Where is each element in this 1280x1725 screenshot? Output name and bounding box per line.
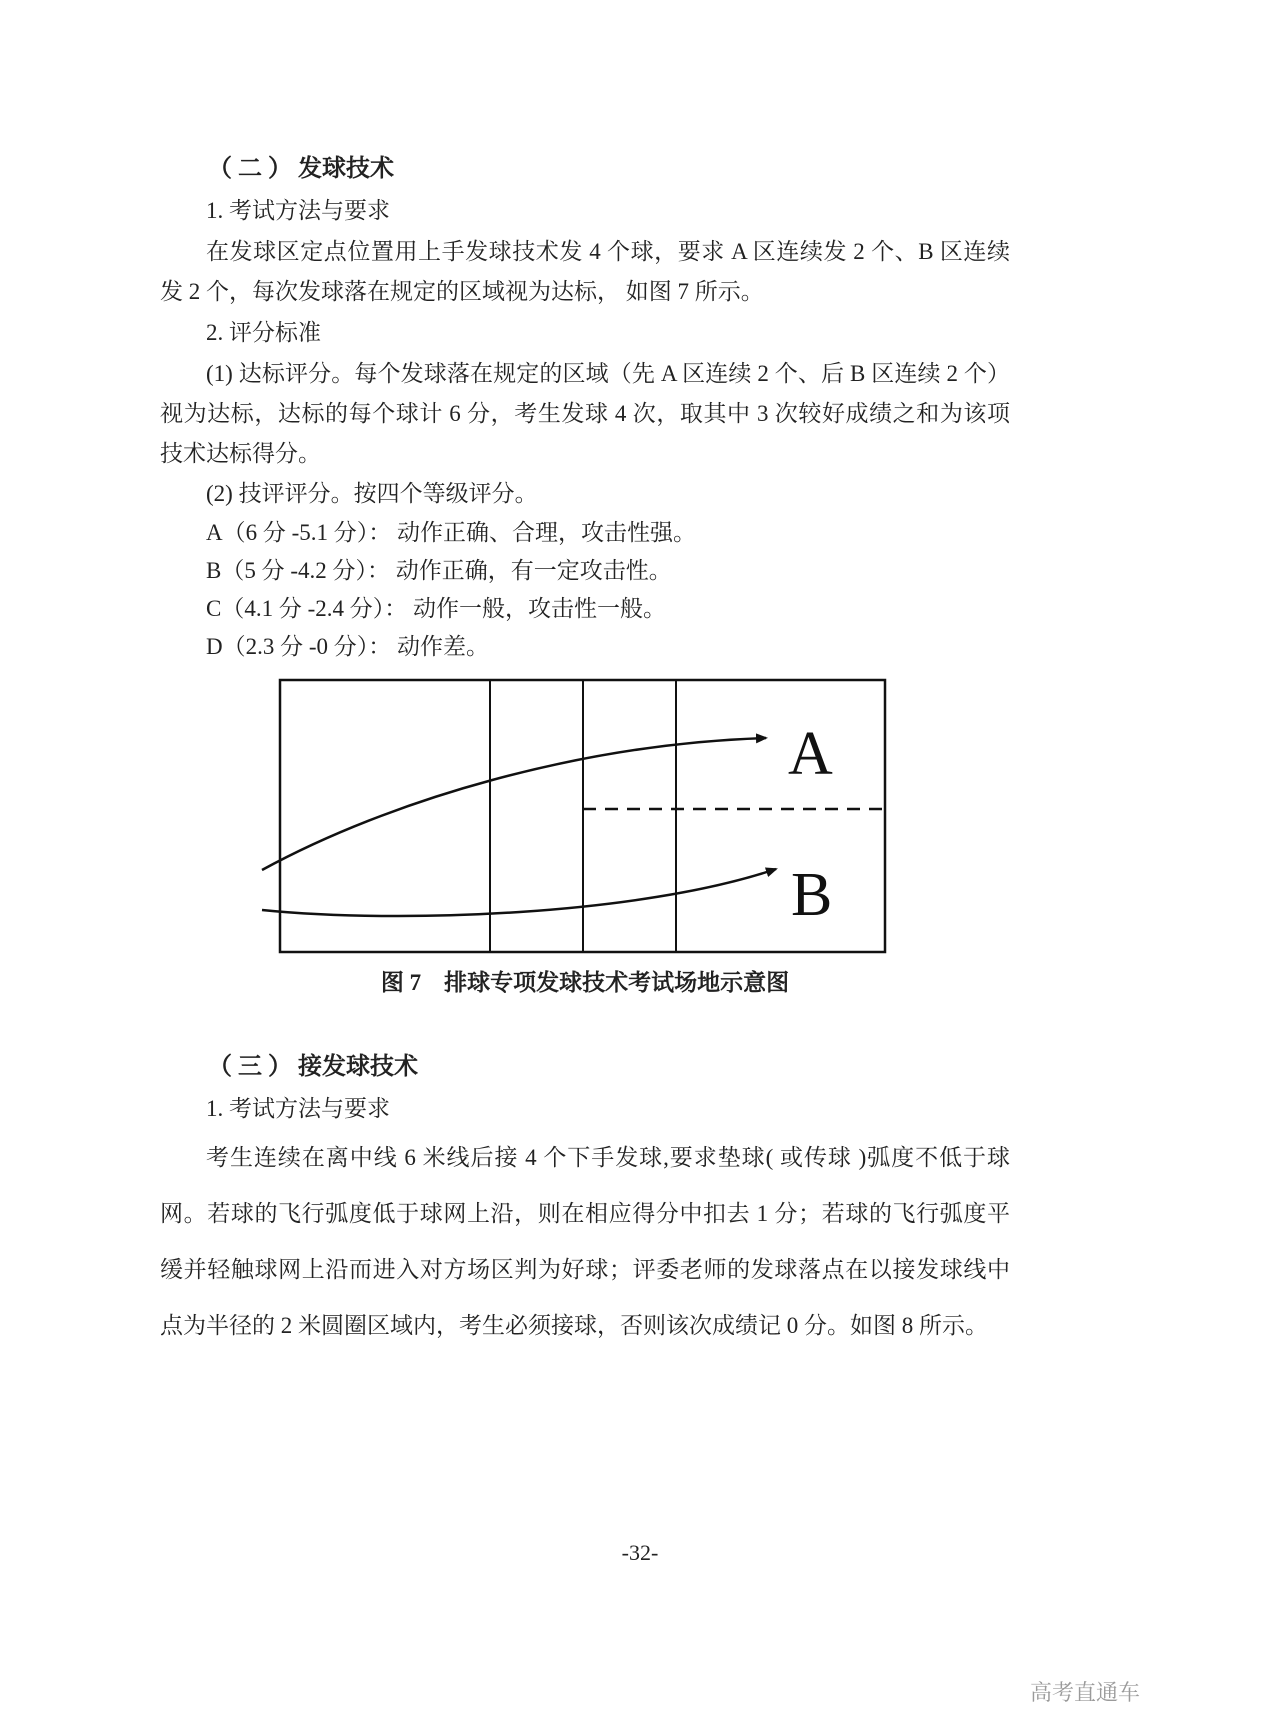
page-content	[160, 148, 1010, 1354]
grade-line-c: C（4.1 分 -2.4 分）： 动作一般，攻击性一般。	[206, 596, 666, 621]
section2-item2-title: 2. 评分标准	[206, 320, 321, 345]
section3-paragraph-1: 考生连续在离中线 6 米线后接 4 个下手发球,要求垫球( 或传球 )弧度不低于球网。若球的飞行弧度低于球网上沿，则在相应得分中扣去 1 分；若球的飞行弧度平缓并轻触球网上沿而进入对方场区判为好球；评委老师的发球落点在以接发球线中点为半径的 2 米圆圈区域内，考生必须接球，否则该次成绩记 0 分。如图 8 所示。	[160, 1145, 1010, 1338]
zone-a-label: A	[788, 720, 833, 788]
grade-line-b: B（5 分 -4.2 分）： 动作正确，有一定攻击性。	[206, 558, 672, 583]
section3-heading: （ 三 ） 接发球技术	[208, 1054, 418, 1080]
figure7-caption: 图 7 排球专项发球技术考试场地示意图	[380, 970, 790, 995]
figure7	[160, 672, 1010, 1000]
grade-line-a: A（6 分 -5.1 分）： 动作正确、合理，攻击性强。	[206, 520, 697, 545]
section2-heading: （ 二 ） 发球技术	[208, 156, 394, 182]
serve-arrow-a	[262, 738, 766, 870]
section2-paragraph-3: (2) 技评评分。按四个等级评分。	[206, 481, 538, 506]
section3-item1-title: 1. 考试方法与要求	[206, 1096, 390, 1121]
section2-paragraph-2: (1) 达标评分。每个发球落在规定的区域（先 A 区连续 2 个、后 B 区连续 2 个）视为达标，达标的每个球计 6 分，考生发球 4 次，取其中 3 次较好成绩之和为该项技术达标得分。	[160, 361, 1010, 466]
page-number: -32-	[621, 1540, 659, 1565]
serve-arrow-b	[262, 869, 776, 916]
zone-b-label: B	[791, 861, 833, 929]
section2-paragraph-1: 在发球区定点位置用上手发球技术发 4 个球，要求 A 区连续发 2 个、B 区连续发 2 个，每次发球落在规定的区域视为达标， 如图 7 所示。	[160, 239, 1010, 304]
grade-line-d: D（2.3 分 -0 分）： 动作差。	[206, 634, 490, 659]
court-diagram	[250, 672, 910, 962]
section2-item1-title: 1. 考试方法与要求	[206, 198, 390, 223]
watermark-text: 高考直通车	[1029, 1680, 1140, 1705]
